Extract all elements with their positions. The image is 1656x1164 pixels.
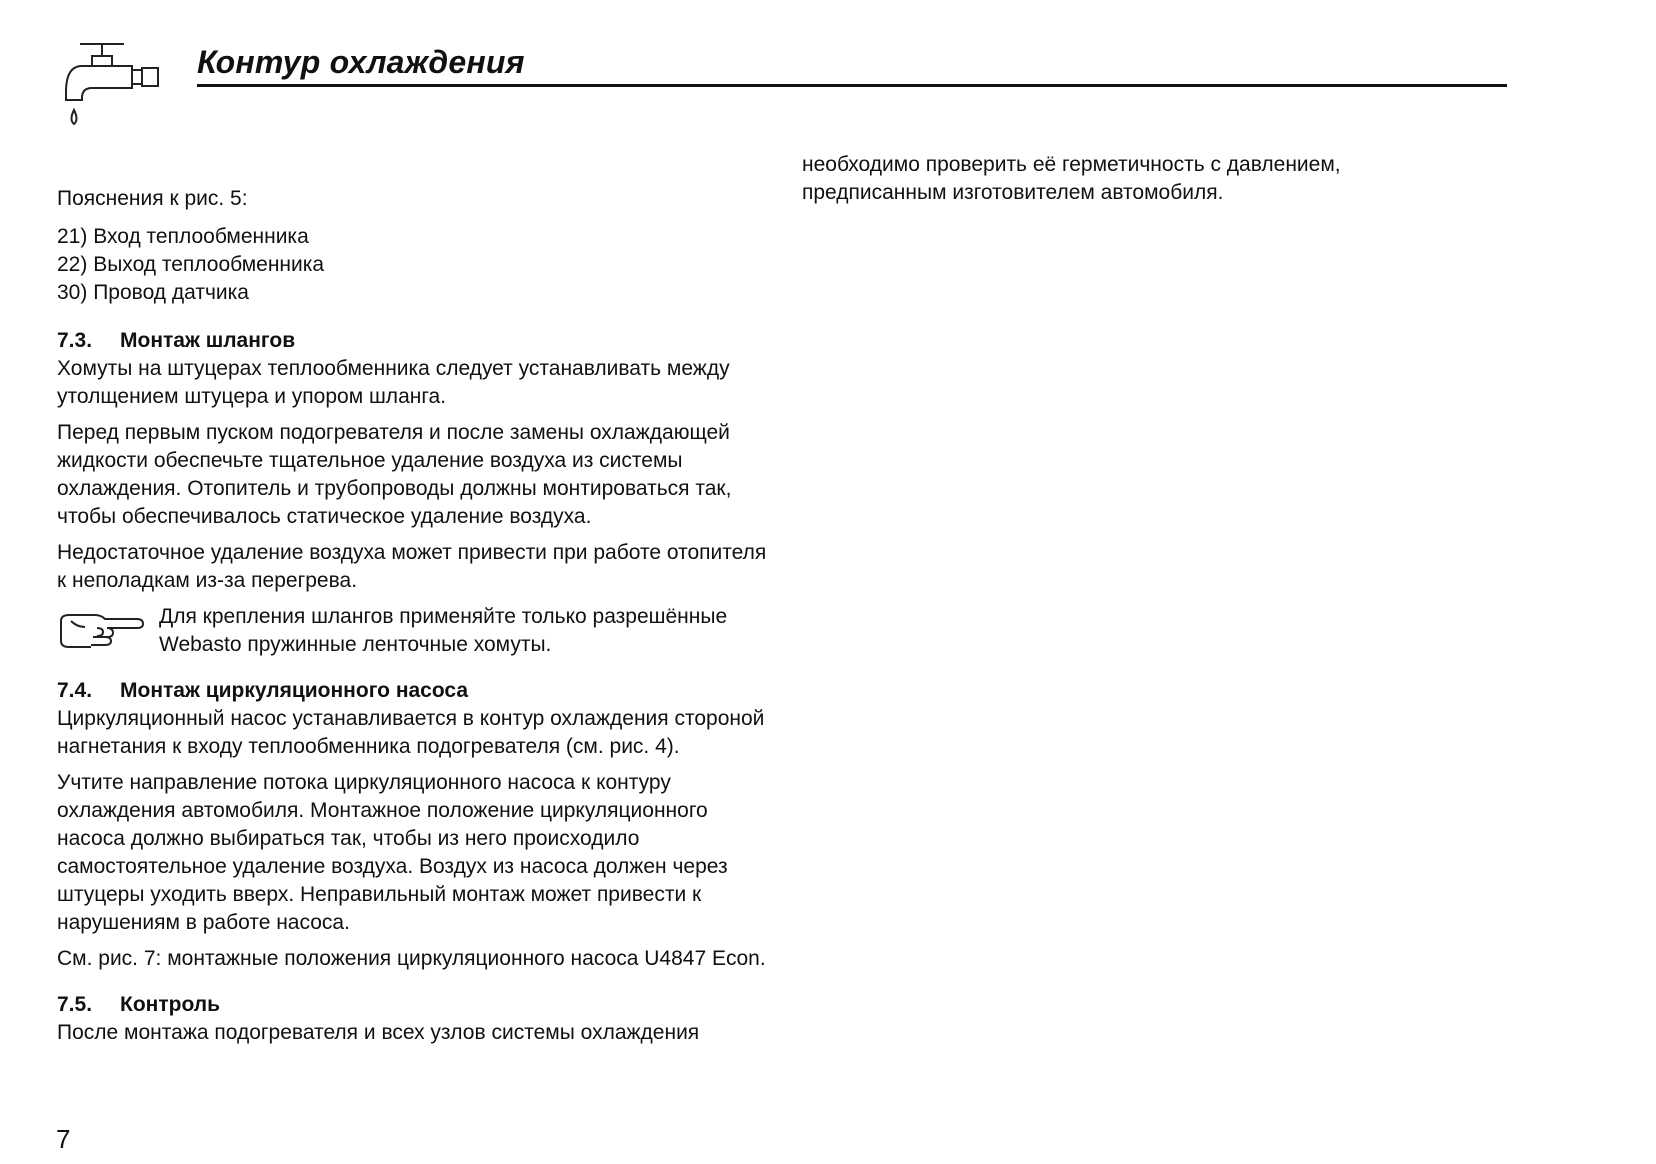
legend-text: Вход теплообменника [93, 225, 309, 248]
section-title: Монтаж циркуляционного насоса [120, 679, 469, 702]
page-title: Контур охлаждения [197, 44, 525, 80]
paragraph: См. рис. 7: монтажные положения циркуляционного насоса U4847 Econ. [57, 947, 766, 970]
page-number: 7 [56, 1124, 71, 1154]
legend-item [57, 279, 777, 307]
paragraph: Недостаточное удаление воздуха может привести при работе отопителя к неполадкам из-за перегрева. [57, 541, 767, 592]
section-7-4 [57, 677, 777, 973]
left-column [57, 185, 777, 1065]
paragraph: Учтите направление потока циркуляционного насоса к контуру охлаждения автомобиля. Монтажное положение циркуляционного насоса должно выбираться так, чтобы из него происходило самостоятельное удаление воздуха. Воздух из насоса должен через штуцеры уходить вверх. Неправильный монтаж может привести к нарушениям в работе насоса. [57, 771, 728, 934]
figure-legend [57, 223, 777, 307]
paragraph: Перед первым пуском подогревателя и после замены охлаждающей жидкости обеспечьте тщательное удаление воздуха из системы охлаждения. Отопитель и трубопроводы должны монтироваться так, чтобы обеспечивалось статическое удаление воздуха. [57, 421, 732, 528]
section-number: 7.4. [57, 679, 93, 702]
section-title: Монтаж шлангов [120, 329, 296, 352]
section-title: Контроль [120, 993, 220, 1016]
pointing-hand-icon [57, 607, 145, 653]
section-7-3 [57, 327, 777, 659]
figure-caption: Пояснения к рис. 5: [57, 187, 248, 210]
section-heading [57, 677, 777, 705]
paragraph: Хомуты на штуцерах теплообменника следует устанавливать между утолщением штуцера и упором шланга. [57, 357, 730, 408]
note [57, 603, 777, 659]
legend-item [57, 251, 777, 279]
section-7-5 [57, 991, 777, 1047]
legend-number: 22) [57, 253, 88, 276]
note-text: Для крепления шлангов применяйте только разрешённые Webasto пружинные ленточные хомуты. [159, 605, 728, 656]
legend-number: 21) [57, 225, 88, 248]
paragraph: После монтажа подогревателя и всех узлов системы охлаждения [57, 1021, 700, 1044]
paragraph: необходимо проверить её герметичность с давлением, предписанным изготовителем автомобиля. [802, 153, 1341, 204]
legend-text: Выход теплообменника [93, 253, 325, 276]
water-tap-icon [52, 38, 162, 130]
legend-number: 30) [57, 281, 88, 304]
right-column [802, 151, 1442, 215]
legend-item [57, 223, 777, 251]
title-rule [197, 84, 1507, 87]
section-number: 7.5. [57, 993, 93, 1016]
paragraph: Циркуляционный насос устанавливается в контур охлаждения стороной нагнетания к входу теплообменника подогревателя (см. рис. 4). [57, 707, 765, 758]
section-heading [57, 327, 777, 355]
section-number: 7.3. [57, 329, 93, 352]
legend-text: Провод датчика [93, 281, 249, 304]
section-heading [57, 991, 777, 1019]
